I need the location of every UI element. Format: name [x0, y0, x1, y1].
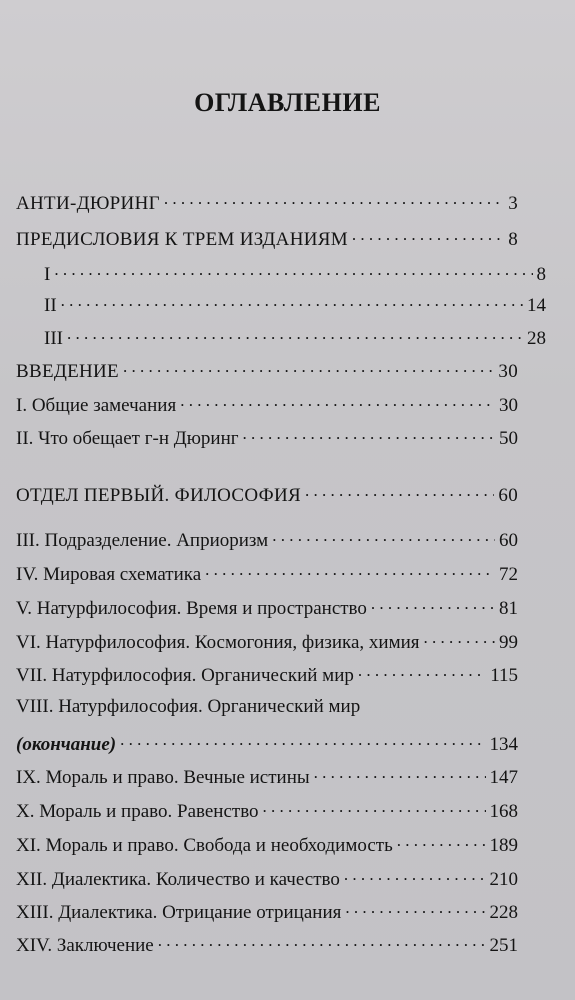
toc-entry-chapter-10	[16, 798, 518, 824]
dot-leader	[424, 629, 495, 648]
toc-entry-label: I	[44, 264, 51, 285]
toc-entry-page: 60	[499, 530, 518, 551]
dot-leader	[314, 764, 486, 783]
toc-entry-preface-3	[16, 325, 546, 351]
dot-leader	[120, 731, 485, 750]
toc-entry-part-one	[16, 482, 518, 508]
toc-entry-chapter-14	[16, 932, 518, 958]
toc-entry-page: 60	[498, 485, 518, 506]
toc-entry-label: IV. Мировая схематика	[16, 564, 202, 585]
dot-leader	[164, 190, 504, 209]
toc-entry-label: X. Мораль и право. Равенство	[16, 801, 259, 822]
dot-leader	[123, 358, 494, 377]
dot-leader	[263, 798, 486, 817]
dot-leader	[352, 226, 504, 245]
toc-entry-label: VII. Натурфилософия. Органический мир	[16, 665, 354, 686]
toc-entry-introduction	[16, 358, 518, 384]
toc-entry-label-continuation: (окончание)	[16, 734, 117, 755]
toc-entry-page: 251	[489, 935, 518, 956]
toc-entry-label: III. Подразделение. Априоризм	[16, 530, 269, 551]
toc-entry-page: 228	[489, 902, 518, 923]
toc-entry-label: АНТИ-ДЮРИНГ	[16, 193, 160, 214]
toc-entry-label: ОТДЕЛ ПЕРВЫЙ. ФИЛОСОФИЯ	[16, 485, 301, 506]
toc-entry-label: II. Что обещает г-н Дюринг	[16, 428, 239, 449]
dot-leader	[397, 832, 486, 851]
toc-entry-page: 28	[527, 328, 546, 349]
toc-entry-chapter-6	[16, 629, 518, 655]
toc-entry-page: 210	[489, 869, 518, 890]
dot-leader	[158, 932, 486, 951]
toc-entry-chapter-12	[16, 866, 518, 892]
toc-entry-page: 147	[489, 767, 518, 788]
toc-entry-chapter-8-line2	[16, 731, 518, 757]
dot-leader	[67, 325, 523, 344]
toc-entry-page: 14	[527, 295, 546, 316]
toc-entry-label: III	[44, 328, 63, 349]
toc-entry-chapter-13	[16, 899, 518, 925]
dot-leader	[371, 595, 495, 614]
toc-entry-page: 8	[536, 264, 546, 285]
dot-leader	[61, 292, 523, 311]
toc-entry-label: VI. Натурфилософия. Космогония, физика, химия	[16, 632, 420, 653]
toc-entry-chapter-7	[16, 662, 518, 688]
toc-entry-page: 50	[499, 428, 518, 449]
toc-entry-label: XII. Диалектика. Количество и качество	[16, 869, 340, 890]
toc-entry-chapter-1	[16, 392, 518, 418]
dot-leader	[345, 899, 485, 918]
dot-leader	[358, 662, 486, 681]
toc-entry-page: 3	[508, 193, 518, 214]
toc-entry-chapter-3	[16, 527, 518, 553]
toc-entry-label: XIV. Заключение	[16, 935, 154, 956]
dot-leader	[344, 866, 486, 885]
toc-entry-chapter-4	[16, 561, 518, 587]
toc-entry-preface-1	[16, 261, 546, 287]
toc-entry-prefaces	[16, 226, 518, 252]
dot-leader	[205, 561, 495, 580]
dot-leader	[180, 392, 495, 411]
toc-entry-page: 168	[489, 801, 518, 822]
toc-entry-chapter-9	[16, 764, 518, 790]
toc-entry-label: IX. Мораль и право. Вечные истины	[16, 767, 310, 788]
dot-leader	[272, 527, 495, 546]
toc-entry-page: 30	[498, 361, 518, 382]
toc-entry-page: 72	[499, 564, 518, 585]
toc-entry-label: XIII. Диалектика. Отрицание отрицания	[16, 902, 342, 923]
toc-entry-chapter-5	[16, 595, 518, 621]
toc-entry-page: 8	[508, 229, 518, 250]
toc-entry-page: 134	[489, 734, 518, 755]
toc-entry-label: I. Общие замечания	[16, 395, 177, 416]
toc-entry-label: ВВЕДЕНИЕ	[16, 361, 119, 382]
toc-entry-label: V. Натурфилософия. Время и пространство	[16, 598, 367, 619]
toc-entry-chapter-11	[16, 832, 518, 858]
toc-entry-label: VIII. Натурфилософия. Органический мир	[16, 696, 361, 717]
toc-entry-anti-duhring	[16, 190, 518, 216]
dot-leader	[243, 425, 495, 444]
toc-entry-page: 30	[499, 395, 518, 416]
dot-leader	[305, 482, 494, 501]
toc-entry-page: 81	[499, 598, 518, 619]
toc-entry-label: XI. Мораль и право. Свобода и необходимость	[16, 835, 393, 856]
toc-entry-label: ПРЕДИСЛОВИЯ К ТРЕМ ИЗДАНИЯМ	[16, 229, 348, 250]
dot-leader	[54, 261, 532, 280]
toc-entry-chapter-2	[16, 425, 518, 451]
page-title: ОГЛАВЛЕНИЕ	[194, 88, 381, 117]
toc-entry-page: 189	[489, 835, 518, 856]
toc-entry-page: 115	[490, 665, 518, 686]
toc-entry-preface-2	[16, 292, 546, 318]
toc-entry-label: II	[44, 295, 57, 316]
toc-entry-chapter-8-line1	[16, 696, 518, 722]
toc-entry-page: 99	[499, 632, 518, 653]
